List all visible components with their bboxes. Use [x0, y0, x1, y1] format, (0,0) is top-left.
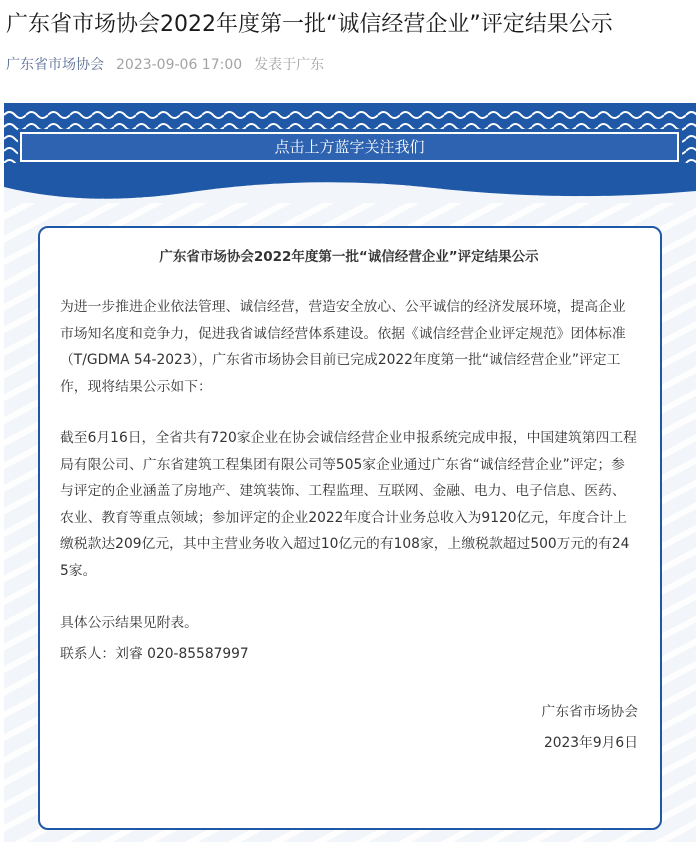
notice-paragraph-intro: 为进一步推进企业依法管理、诚信经营，营造安全放心、公平诚信的经济发展环境，提高企业市场知名度和竞争力，促进我省诚信经营体系建设。依据《诚信经营企业评定规范》团体标准（T/GDMA 54-2023），广东省市场协会目前已完成2022年度第一批“诚信经营企业”评定工作，现将结果公示如下： — [60, 299, 626, 395]
notice-signoff-date: 2023年9月6日 — [543, 734, 638, 751]
banner-bottom-wave-decoration — [4, 163, 696, 203]
article-title: 广东省市场协会2022年度第一批“诚信经营企业”评定结果公示 — [6, 12, 613, 37]
author-link[interactable]: 广东省市场协会 — [6, 57, 104, 73]
notice-signoff-org: 广东省市场协会 — [541, 704, 638, 720]
notice-title: 广东省市场协会2022年度第一批“诚信经营企业”评定结果公示 — [159, 249, 539, 265]
article-content-area — [4, 103, 696, 842]
notice-card — [38, 226, 662, 830]
notice-paragraph-results: 截至6月16日，全省共有720家企业在协会诚信经营企业申报系统完成申报，中国建筑第四工程局有限公司、广东省建筑工程集团有限公司等505家企业通过广东省“诚信经营企业”评定；参与评定的企业涵盖了房地产、建筑装饰、工程监理、互联网、金融、电力、电子信息、医药、农业、教育等重点领域；参加评定的企业2022年度合计业务总收入为9120亿元，年度合计上缴税款达209亿元，其中主营业务收入超过10亿元的有108家，上缴税款超过500万元的有245家。 — [60, 430, 637, 579]
article-meta — [6, 55, 324, 75]
notice-contact: 联系人：刘睿 020-85587997 — [60, 645, 249, 662]
publish-datetime: 2023-09-06 17:00 — [116, 57, 243, 73]
follow-us-button[interactable]: 点击上方蓝字关注我们 — [20, 132, 679, 162]
publish-location: 发表于广东 — [254, 57, 325, 73]
notice-paragraph-attachment: 具体公示结果见附表。 — [60, 615, 198, 631]
